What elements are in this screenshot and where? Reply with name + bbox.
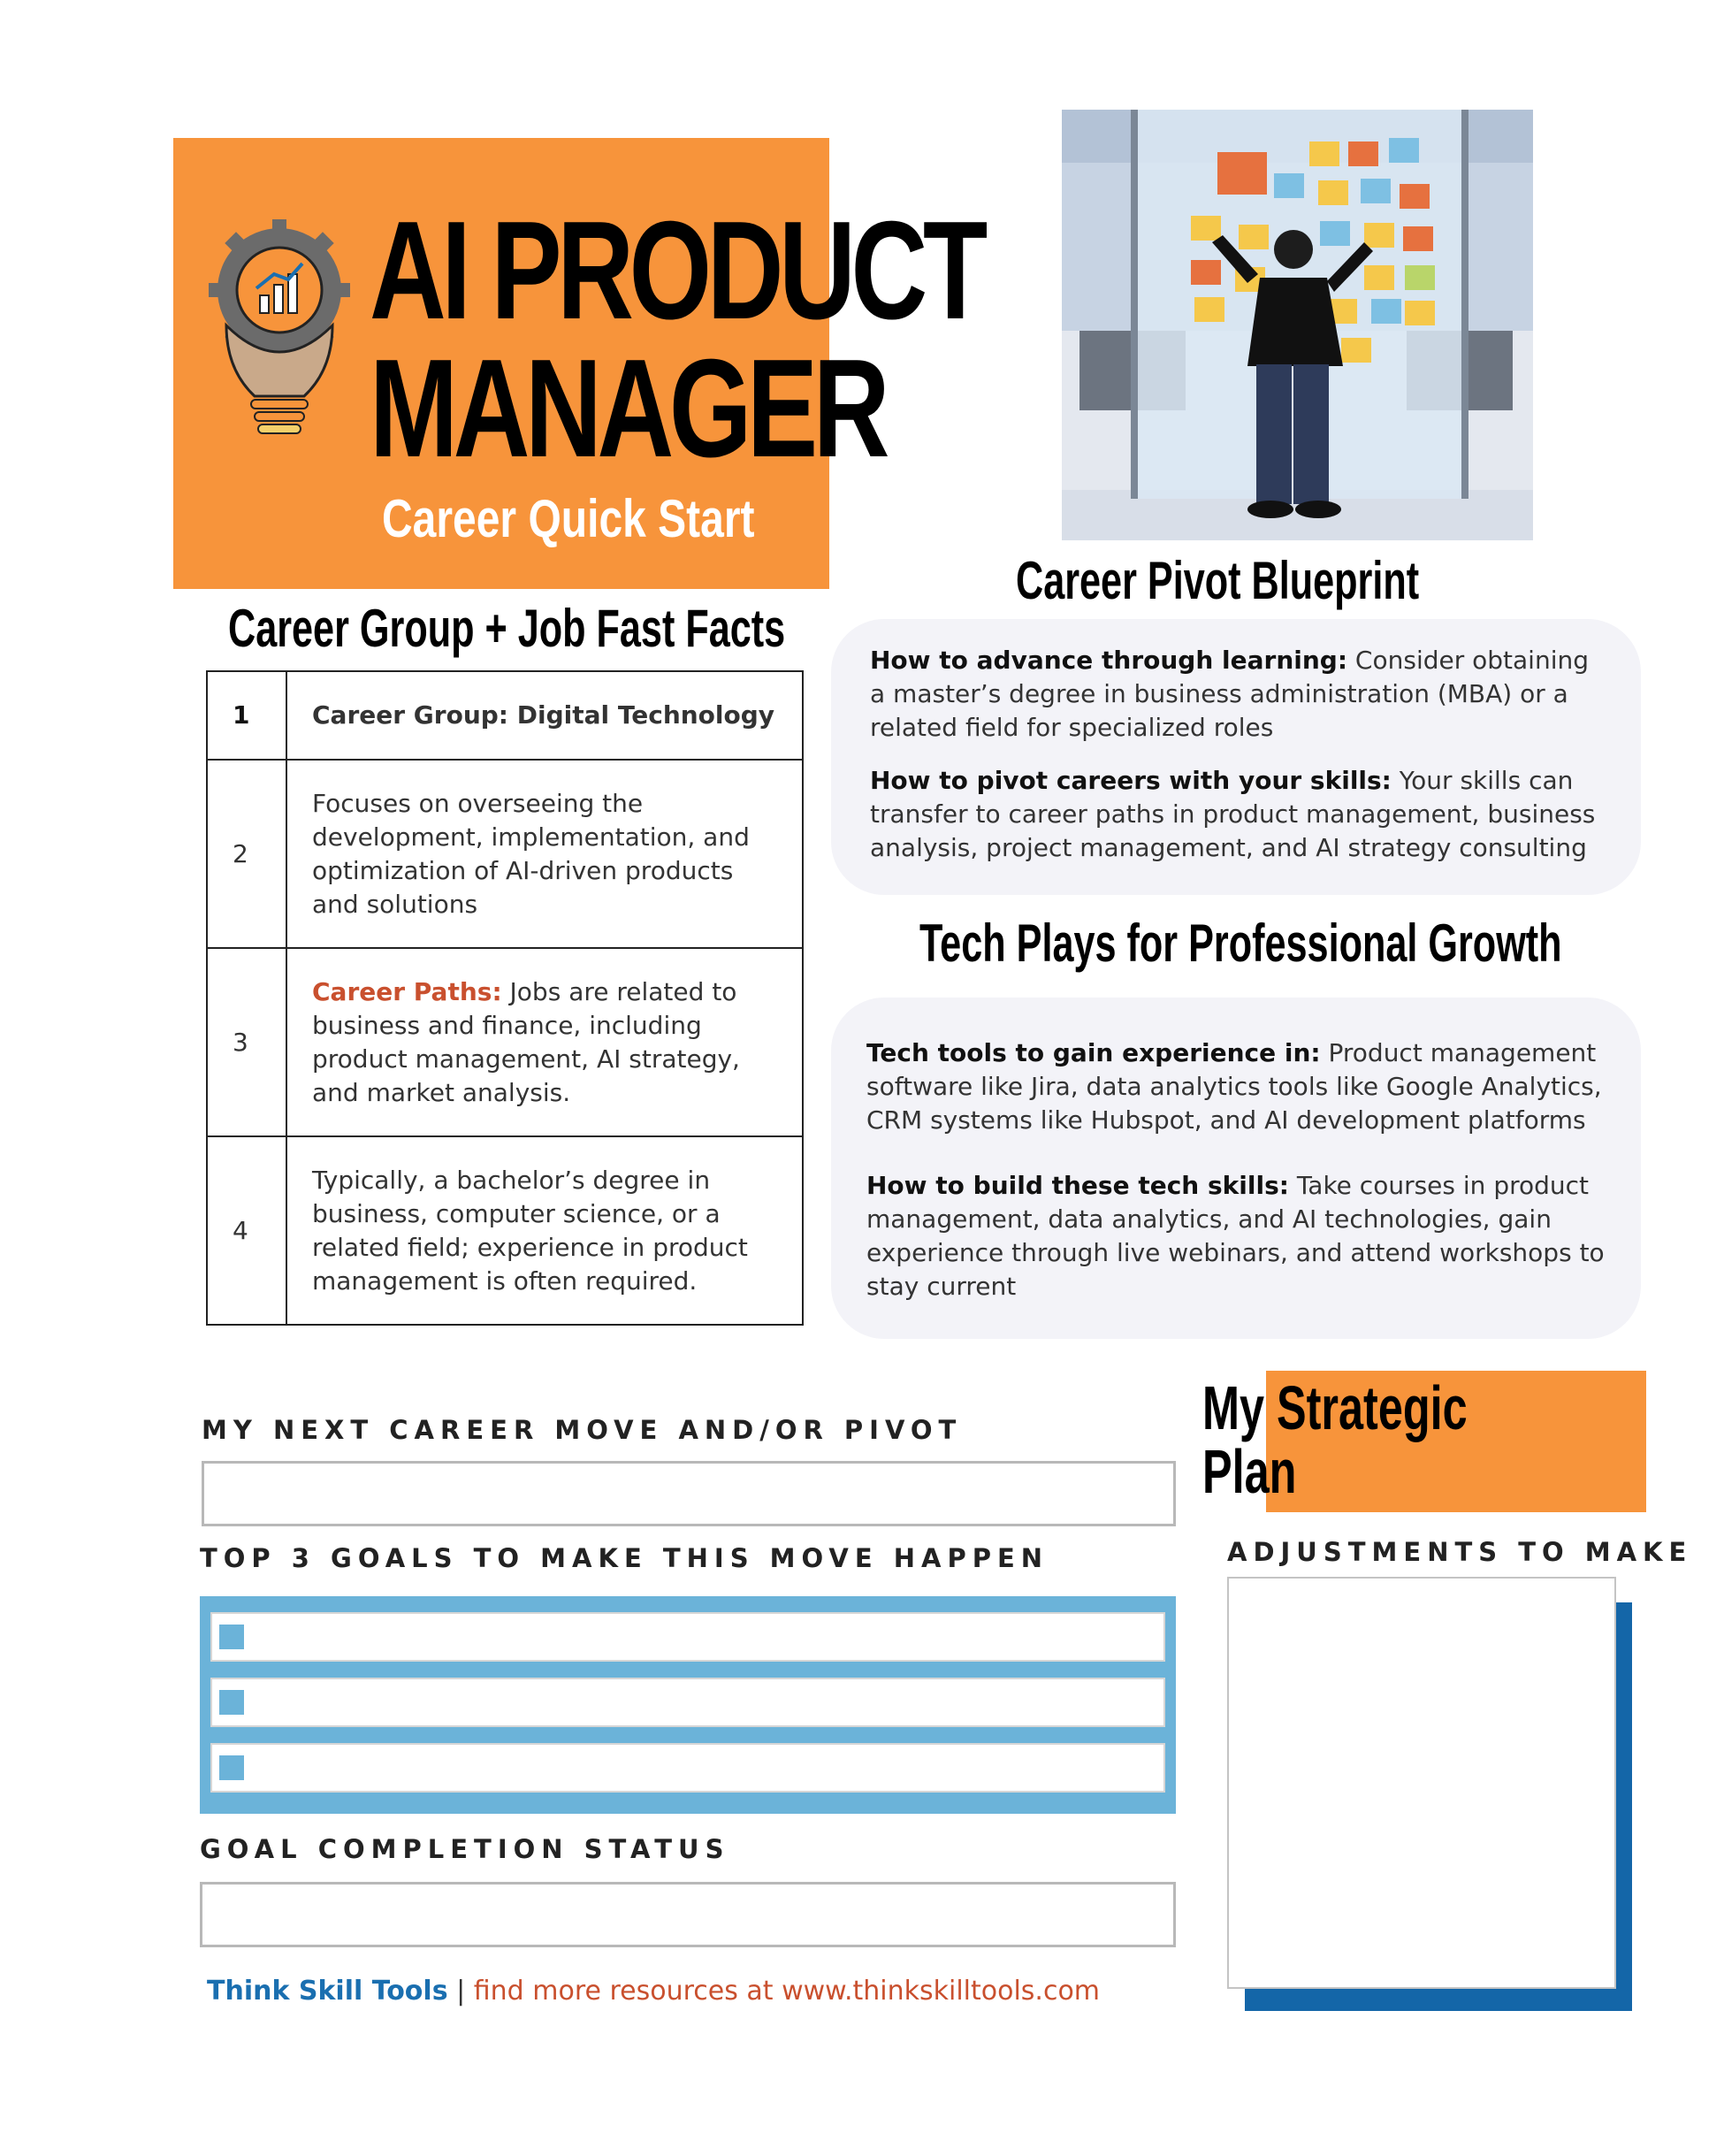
status-field[interactable] <box>200 1882 1176 1947</box>
pivot-card <box>831 619 1641 895</box>
goal-field-1[interactable] <box>210 1612 1165 1662</box>
table-row <box>207 671 803 760</box>
office-illustration <box>1062 110 1533 540</box>
tech-card <box>831 998 1641 1339</box>
education-cell: Typically, a bachelor’s degree in business, computer science, or a related field; experience in product management is often required. <box>286 1136 803 1325</box>
page-title <box>370 193 983 486</box>
brand-link[interactable]: Think Skill Tools <box>207 1976 448 2007</box>
page-subtitle: Career Quick Start <box>382 489 755 548</box>
table-row <box>207 1136 803 1325</box>
checkbox-icon[interactable] <box>219 1690 244 1715</box>
goal-field-3[interactable] <box>210 1743 1165 1793</box>
next-move-label: MY NEXT CAREER MOVE AND/OR PIVOT <box>202 1415 963 1445</box>
table-row <box>207 760 803 948</box>
learning-label: How to advance through learning: <box>870 646 1348 675</box>
plan-title-line-2: Plan <box>1202 1437 1297 1506</box>
build-text: Take courses in product management, data analytics, and AI technologies, gain experience through live webinars, and attend workshops to stay current <box>866 1171 1605 1301</box>
skills-text: Your skills can transfer to career paths in product management, business analysis, project management, and AI strategy consulting <box>870 766 1596 862</box>
tech-heading: Tech Plays for Professional Growth <box>919 914 1562 973</box>
goals-label: TOP 3 GOALS TO MAKE THIS MOVE HAPPEN <box>200 1543 1049 1573</box>
focus-cell: Focuses on overseeing the development, implementation, and optimization of AI-driven products and solutions <box>286 760 803 948</box>
goals-list <box>200 1596 1176 1814</box>
title-line-2: MANAGER <box>370 331 886 486</box>
adjustments-field[interactable] <box>1227 1577 1616 1989</box>
row-number: 4 <box>207 1136 286 1325</box>
lightbulb-gear-icon <box>209 219 350 467</box>
skills-label: How to pivot careers with your skills: <box>870 766 1392 795</box>
skills-paragraph <box>870 764 1606 865</box>
table-row <box>207 948 803 1136</box>
learning-text: Consider obtaining a master’s degree in business administration (MBA) or a related field for specialized roles <box>870 646 1590 742</box>
plan-title-line-1: My Strategic <box>1202 1373 1468 1442</box>
row-number: 2 <box>207 760 286 948</box>
title-line-1: AI PRODUCT <box>370 193 983 348</box>
pivot-heading: Career Pivot Blueprint <box>1016 551 1420 610</box>
build-label: How to build these tech skills: <box>866 1171 1289 1200</box>
career-paths-cell <box>286 948 803 1136</box>
career-group-cell: Career Group: Digital Technology <box>286 671 803 760</box>
status-label: GOAL COMPLETION STATUS <box>200 1834 730 1864</box>
build-paragraph <box>866 1169 1606 1304</box>
tools-text: Product management software like Jira, data analytics tools like Google Analytics, CRM systems like Hubspot, and AI development platforms <box>866 1038 1602 1135</box>
footer <box>207 1976 1100 2007</box>
tools-label: Tech tools to gain experience in: <box>866 1038 1321 1067</box>
goal-field-2[interactable] <box>210 1678 1165 1727</box>
facts-table <box>206 670 804 1326</box>
career-paths-label: Career Paths: <box>312 976 502 1006</box>
next-move-field[interactable] <box>202 1461 1176 1526</box>
facts-heading: Career Group + Job Fast Facts <box>228 599 786 658</box>
resources-link[interactable]: find more resources at www.thinkskilltools.com <box>473 1976 1101 2007</box>
learning-paragraph <box>870 644 1606 745</box>
career-paths-text: Jobs are related to business and finance, including product management, AI strategy, and market analysis. <box>312 976 740 1107</box>
checkbox-icon[interactable] <box>219 1755 244 1780</box>
plan-title <box>1202 1373 1468 1506</box>
footer-separator: | <box>447 1976 474 2007</box>
row-number: 1 <box>207 671 286 760</box>
row-number: 3 <box>207 948 286 1136</box>
tools-paragraph <box>866 1036 1606 1137</box>
adjustments-label: ADJUSTMENTS TO MAKE <box>1227 1537 1693 1567</box>
checkbox-icon[interactable] <box>219 1625 244 1649</box>
